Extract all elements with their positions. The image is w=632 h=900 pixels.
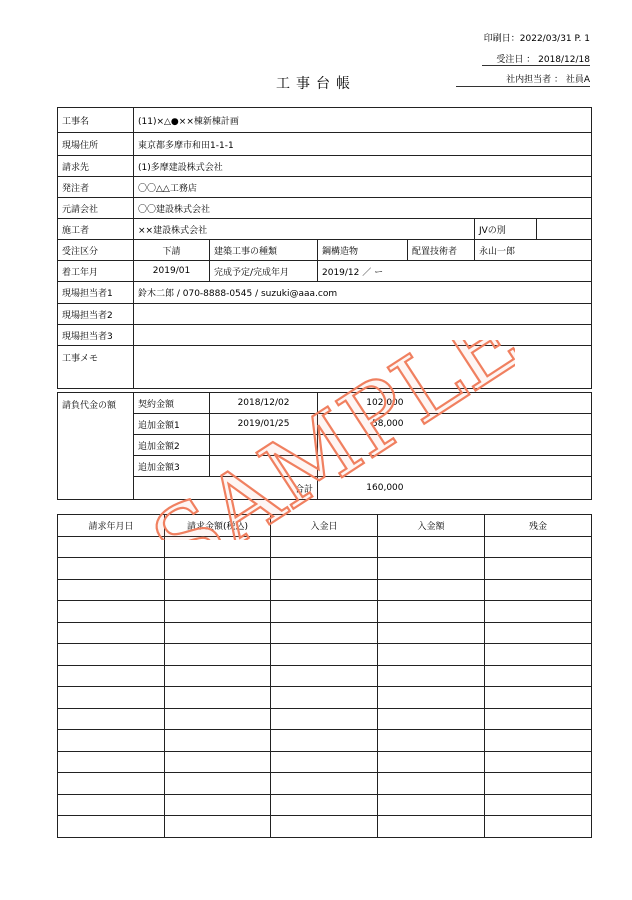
payment-cell <box>58 644 165 666</box>
payment-cell <box>271 622 378 644</box>
payment-cell <box>271 665 378 687</box>
builder: ××建設株式会社 <box>134 219 475 240</box>
payment-cell <box>165 751 271 773</box>
payment-cell <box>58 558 165 580</box>
contract-row-date: 2019/01/25 <box>210 414 318 435</box>
payment-cell <box>485 601 592 623</box>
payment-cell <box>165 730 271 752</box>
contract-row-spacer <box>408 456 592 477</box>
payment-header-bill-date: 請求年月日 <box>58 515 165 537</box>
payment-cell <box>165 665 271 687</box>
site-address: 東京都多摩市和田1-1-1 <box>134 133 592 156</box>
jv-label: JVの別 <box>475 219 537 240</box>
contract-row-amount <box>318 435 408 456</box>
completion: 2019/12 ／ ー <box>318 261 592 282</box>
payment-cell <box>165 773 271 795</box>
sample-watermark-text: SAMPLE <box>155 340 515 540</box>
payment-cell <box>165 601 271 623</box>
payment-cell <box>271 751 378 773</box>
start: 2019/01 <box>134 261 210 282</box>
payment-row <box>58 558 592 580</box>
payment-cell <box>58 794 165 816</box>
payment-row <box>58 601 592 623</box>
project-name: (11)×△●××棟新棟計画 <box>134 108 592 133</box>
project-name-label: 工事名 <box>58 108 134 133</box>
contract-row-label: 契約金額 <box>134 393 210 414</box>
payment-cell <box>165 708 271 730</box>
payment-cell <box>165 794 271 816</box>
payment-cell <box>378 773 485 795</box>
payment-cell <box>378 536 485 558</box>
contract-row-date: 2018/12/02 <box>210 393 318 414</box>
payment-row <box>58 687 592 709</box>
payment-cell <box>485 687 592 709</box>
payment-cell <box>485 536 592 558</box>
payment-cell <box>165 579 271 601</box>
site-manager1-label: 現場担当者1 <box>58 282 134 304</box>
contract-total-label: 合計 <box>134 477 318 500</box>
payment-cell <box>165 536 271 558</box>
contract-row-label: 追加金額1 <box>134 414 210 435</box>
payment-cell <box>485 708 592 730</box>
payment-cell <box>58 773 165 795</box>
jv-value <box>537 219 592 240</box>
completion-label: 完成予定/完成年月 <box>210 261 318 282</box>
billing: (1)多摩建設株式会社 <box>134 156 592 177</box>
payment-cell <box>271 536 378 558</box>
payment-cell <box>378 601 485 623</box>
memo <box>134 346 592 389</box>
payment-cell <box>485 558 592 580</box>
payment-row <box>58 794 592 816</box>
print-date: 印刷日：2022/03/31 P. 1 <box>483 34 590 44</box>
payment-cell <box>271 644 378 666</box>
payment-cell <box>58 665 165 687</box>
order-type-label: 受注区分 <box>58 240 134 261</box>
payment-cell <box>485 579 592 601</box>
payment-row <box>58 816 592 838</box>
payment-cell <box>165 622 271 644</box>
payment-row <box>58 773 592 795</box>
payment-cell <box>485 816 592 838</box>
work-type-label: 建築工事の種類 <box>210 240 318 261</box>
work-type: 鋼構造物 <box>318 240 408 261</box>
contract-row-date <box>210 435 318 456</box>
payment-cell <box>271 579 378 601</box>
contract-total: 160,000 <box>318 477 408 500</box>
site-manager3-label: 現場担当者3 <box>58 325 134 346</box>
contract-row-spacer <box>408 393 592 414</box>
payment-cell <box>165 816 271 838</box>
payment-cell <box>271 794 378 816</box>
contract-row-spacer <box>408 435 592 456</box>
client-label: 発注者 <box>58 177 134 198</box>
client: 〇〇△△工務店 <box>134 177 592 198</box>
payment-cell <box>485 730 592 752</box>
payment-row <box>58 751 592 773</box>
billing-label: 請求先 <box>58 156 134 177</box>
payment-cell <box>378 665 485 687</box>
payment-cell <box>378 687 485 709</box>
page-title: 工事台帳 <box>276 76 356 92</box>
prime: 〇〇建設株式会社 <box>134 198 592 219</box>
payment-cell <box>378 730 485 752</box>
contract-row-amount: 58,000 <box>318 414 408 435</box>
payment-table <box>57 514 592 838</box>
contract-total-spacer <box>408 477 592 500</box>
payment-cell <box>58 730 165 752</box>
payment-header-bill-amount: 請求金額(税込) <box>165 515 271 537</box>
payment-row <box>58 536 592 558</box>
payment-cell <box>378 558 485 580</box>
builder-label: 施工者 <box>58 219 134 240</box>
payment-cell <box>165 558 271 580</box>
contract-amount-table <box>57 392 592 500</box>
payment-header-paid-amount: 入金額 <box>378 515 485 537</box>
payment-cell <box>378 751 485 773</box>
engineer-label: 配置技術者 <box>408 240 475 261</box>
payment-cell <box>58 622 165 644</box>
payment-cell <box>378 644 485 666</box>
payment-row <box>58 622 592 644</box>
payment-cell <box>485 644 592 666</box>
payment-cell <box>378 579 485 601</box>
contract-row-amount <box>318 456 408 477</box>
contract-row-spacer <box>408 414 592 435</box>
payment-cell <box>165 644 271 666</box>
payment-header-balance: 残金 <box>485 515 592 537</box>
payment-cell <box>378 794 485 816</box>
payment-row <box>58 579 592 601</box>
payment-cell <box>378 816 485 838</box>
contract-row-amount: 102,000 <box>318 393 408 414</box>
payment-cell <box>58 751 165 773</box>
contract-row-date <box>210 456 318 477</box>
payment-cell <box>58 816 165 838</box>
engineer: 永山一郎 <box>475 240 592 261</box>
site-address-label: 現場住所 <box>58 133 134 156</box>
site-manager1: 鈴木二郎 / 070-8888-0545 / suzuki@aaa.com <box>134 282 592 304</box>
payment-cell <box>378 622 485 644</box>
payment-cell <box>58 579 165 601</box>
payment-row <box>58 730 592 752</box>
payment-cell <box>165 687 271 709</box>
payment-cell <box>271 558 378 580</box>
payment-cell <box>271 708 378 730</box>
site-manager3 <box>134 325 592 346</box>
contract-row-label: 追加金額2 <box>134 435 210 456</box>
site-manager2 <box>134 304 592 325</box>
payment-cell <box>58 687 165 709</box>
start-label: 着工年月 <box>58 261 134 282</box>
payment-cell <box>485 794 592 816</box>
payment-cell <box>271 601 378 623</box>
staff: 社内担当者 ： 社員A <box>506 75 590 85</box>
payment-cell <box>378 708 485 730</box>
contract-label: 請負代金の額 <box>58 393 134 500</box>
payment-cell <box>271 687 378 709</box>
payment-cell <box>58 601 165 623</box>
payment-cell <box>485 751 592 773</box>
payment-cell <box>271 773 378 795</box>
order-type: 下請 <box>134 240 210 261</box>
site-manager2-label: 現場担当者2 <box>58 304 134 325</box>
order-date: 受注日 ： 2018/12/18 <box>496 55 590 65</box>
payment-row <box>58 708 592 730</box>
payment-cell <box>271 730 378 752</box>
payment-header-paid-date: 入金日 <box>271 515 378 537</box>
payment-cell <box>58 708 165 730</box>
project-info-table <box>57 107 592 389</box>
payment-cell <box>58 536 165 558</box>
contract-row-label: 追加金額3 <box>134 456 210 477</box>
payment-table-body <box>58 536 592 837</box>
memo-label: 工事メモ <box>58 346 134 389</box>
payment-cell <box>485 622 592 644</box>
payment-row <box>58 644 592 666</box>
order-date-underline <box>482 65 590 66</box>
payment-cell <box>485 665 592 687</box>
payment-cell <box>485 773 592 795</box>
payment-row <box>58 665 592 687</box>
payment-cell <box>271 816 378 838</box>
prime-label: 元請会社 <box>58 198 134 219</box>
